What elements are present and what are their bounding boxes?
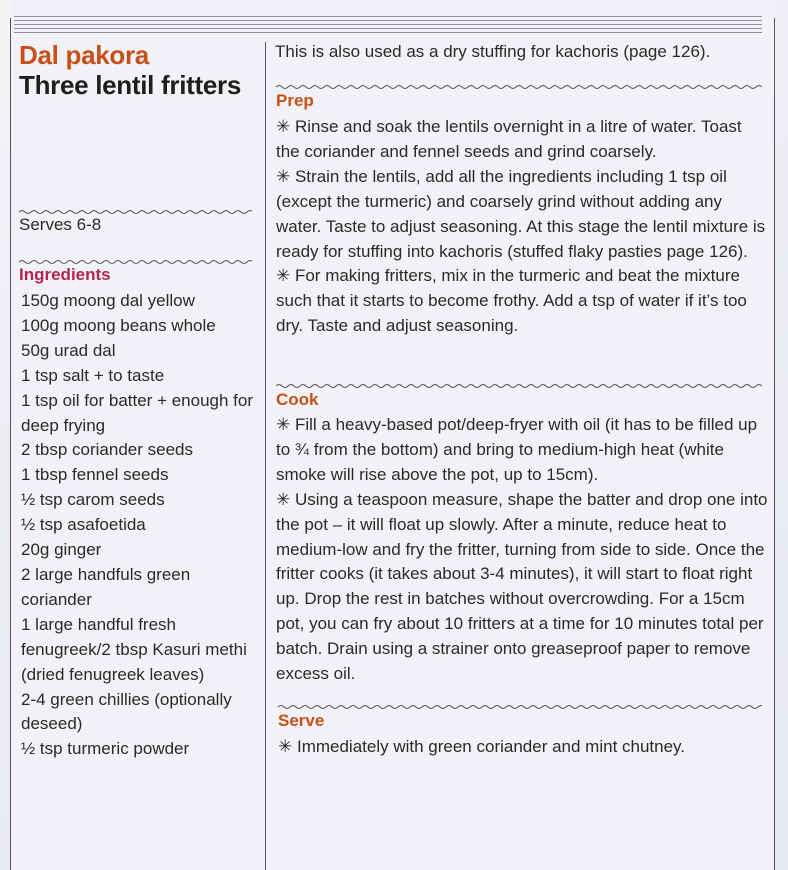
prep-steps [276, 115, 768, 339]
ingredient-item: 2-4 green chillies (optionally deseed) [21, 689, 232, 734]
ingredient-item: 1 tsp salt + to taste [21, 365, 165, 385]
ingredient-item: 1 tbsp fennel seeds [21, 465, 169, 485]
ingredient-item: 100g moong beans whole [21, 315, 216, 335]
ingredient-item: 50g urad dal [21, 340, 116, 360]
ingredient-item: 2 tbsp coriander seeds [21, 440, 193, 460]
prep-step: ✳ Strain the lentils, add all the ingredients including 1 tsp oil (except the turmeric) and coarsely grind without adding any water. Taste to adjust seasoning. At this stage the lentil mixture is ready for stuffing into kachoris (stuffed flaky pasties page 126). [276, 166, 766, 261]
ingredients-list [19, 289, 259, 762]
wavy-divider-prep [276, 84, 762, 90]
left-frame-line [10, 18, 11, 870]
recipe-subtitle: Three lentil fritters [19, 70, 241, 100]
recipe-title: Dal pakora [19, 40, 149, 70]
ingredient-item: ½ tsp carom seeds [21, 490, 165, 510]
serve-heading: Serve [278, 711, 325, 730]
prep-step: ✳ For making fritters, mix in the turmeric and beat the mixture such that it starts to become frothy. Add a tsp of water if it’s too dry. Taste and adjust seasoning. [276, 266, 747, 336]
cook-steps [276, 413, 768, 687]
serve-steps [278, 735, 768, 760]
ingredient-item: ½ tsp asafoetida [21, 515, 146, 535]
cook-step: ✳ Fill a heavy-based pot/deep-fryer with oil (it has to be filled up to ¾ from the bottom) and bring to medium-high heat (white smoke will rise above the pot, up to 15cm). [276, 415, 758, 484]
cook-heading: Cook [276, 390, 319, 409]
serve-step: ✳ Immediately with green coriander and mint chutney. [278, 737, 686, 756]
prep-step: ✳ Rinse and soak the lentils overnight in a litre of water. Toast the coriander and fennel seeds and grind coarsely. [276, 117, 742, 161]
cook-step: ✳ Using a teaspoon measure, shape the batter and drop one into the pot – it will float up slowly. After a minute, reduce heat to medium-low and fry the fritter, turning from side to side. Once the fritter cooks (it takes about 3-4 minutes), it will start to float right up. Drop the rest in batches without overcrowding. For a 15cm pot, you can fry about 10 fritters at a time for 10 minutes total per batch. Drain using a strainer onto greaseproof paper to remove excess oil. [276, 489, 768, 684]
wavy-divider-serve [278, 704, 762, 710]
ingredient-item: 1 tsp oil for batter + enough for deep frying [21, 390, 254, 435]
ingredient-item: 150g moong dal yellow [21, 291, 195, 310]
intro-note: This is also used as a dry stuffing for kachoris (page 126). [275, 42, 711, 61]
ingredient-item: 20g ginger [21, 540, 102, 560]
top-decorative-rule [14, 16, 762, 36]
serves-count: Serves 6-8 [19, 215, 102, 234]
ingredient-item: 1 large handful fresh fenugreek/2 tbsp Kasuri methi (dried fenugreek leaves) [21, 614, 247, 684]
wavy-divider-cook [276, 383, 762, 389]
column-divider [265, 42, 266, 870]
ingredients-heading: Ingredients [19, 265, 111, 284]
ingredient-item: ½ tsp turmeric powder [21, 739, 190, 759]
ingredient-item: 2 large handfuls green coriander [21, 564, 191, 609]
prep-heading: Prep [276, 91, 314, 110]
right-frame-line [774, 18, 775, 870]
